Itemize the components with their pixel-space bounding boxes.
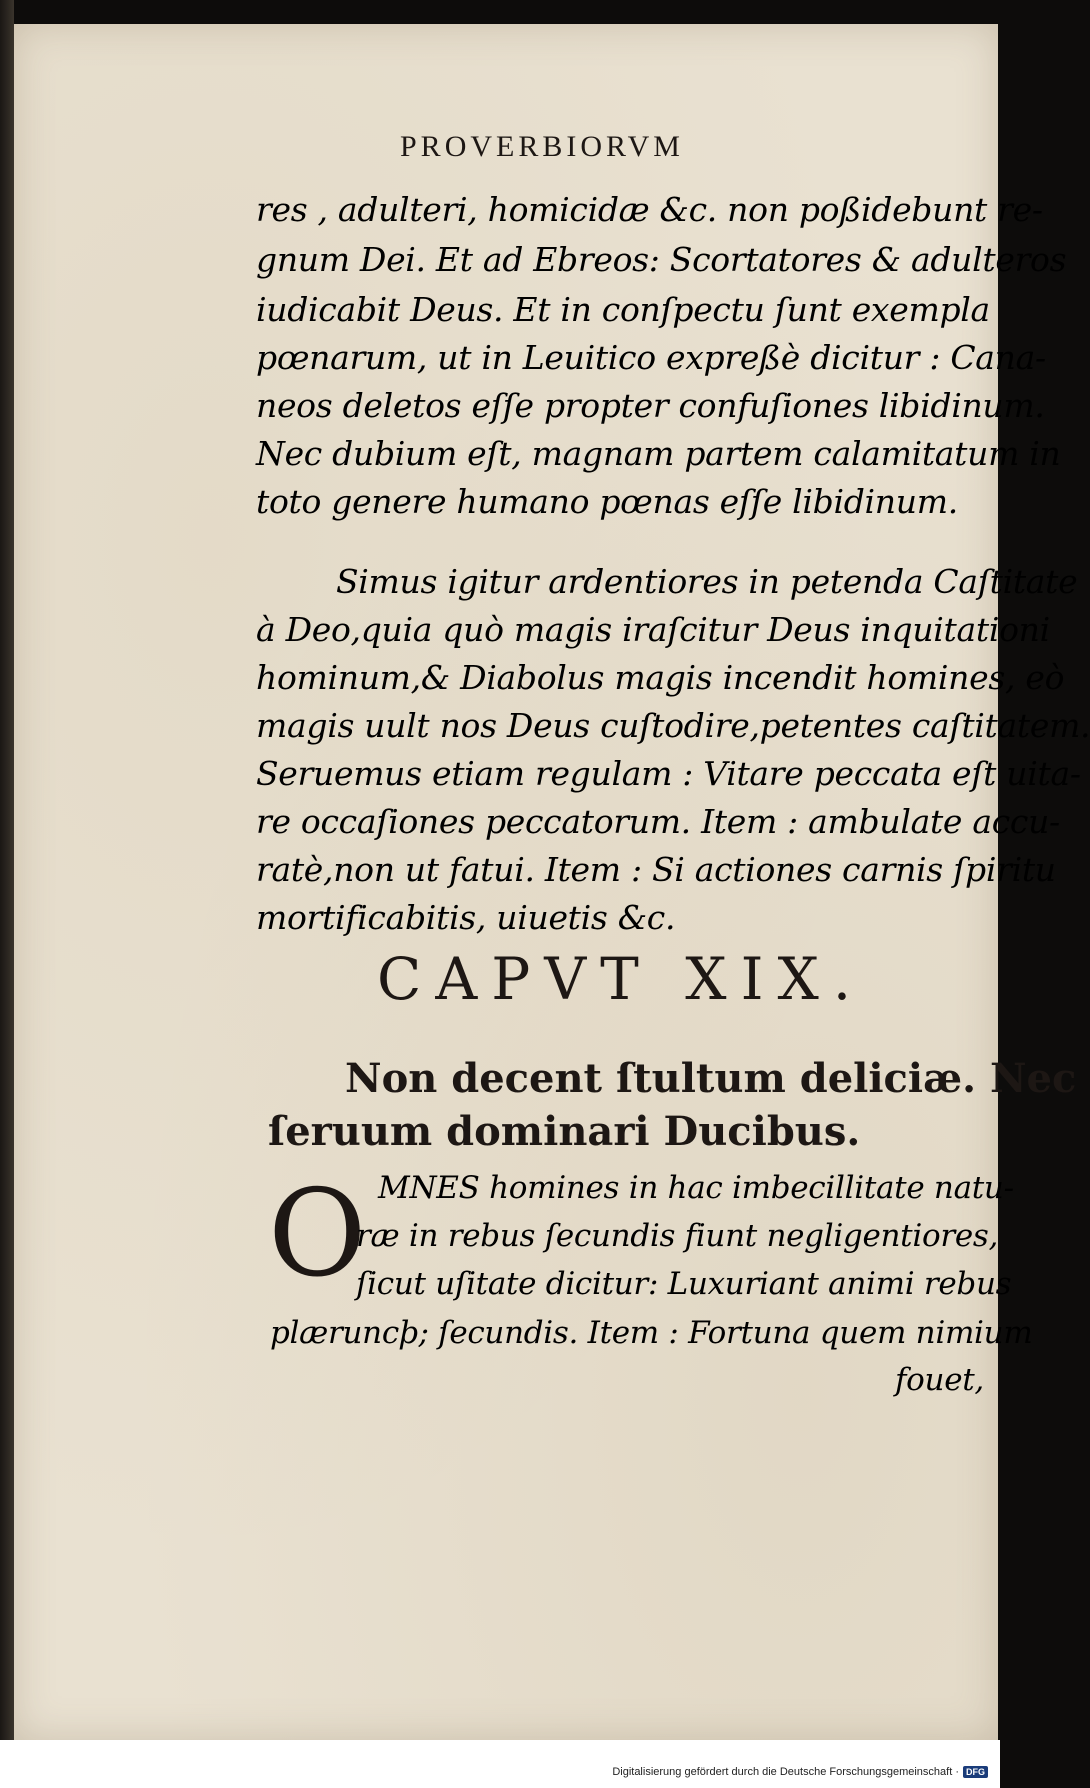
- dfg-logo-icon: DFG: [963, 1766, 988, 1778]
- text-line: ratè,non ut fatui. Item : Si actiones carnis ſpiritu: [256, 850, 1056, 889]
- text-line: iudicabit Deus. Et in conſpectu ſunt exempla: [256, 290, 990, 329]
- text-line: Nec dubium eſt, magnam partem calamitatum in: [256, 434, 1061, 473]
- text-line: plæruncþ; ſecundis. Item : Fortuna quem nimium: [270, 1315, 1033, 1351]
- text-line: toto genere humano pœnas eſſe libidinum.: [256, 482, 958, 521]
- text-line: ræ in rebus ſecundis fiunt negligentiores,: [356, 1218, 999, 1254]
- text-line: mortificabitis, uiuetis &c.: [256, 898, 676, 937]
- verse-line: Non decent ſtultum deliciæ. Nec: [345, 1055, 1077, 1102]
- text-line: neos deletos eſſe propter confuſiones libidinum.: [256, 386, 1045, 425]
- footer-strip: [0, 1740, 1000, 1788]
- text-line: Simus igitur ardentiores in petenda Caſtitate: [336, 562, 1078, 601]
- text-line: re occaſiones peccatorum. Item : ambulate accu-: [256, 802, 1060, 841]
- running-head: PROVERBIORVM: [400, 130, 684, 163]
- text-line: ſicut uſitate dicitur: Luxuriant animi rebus: [356, 1266, 1012, 1302]
- text-line: res , adulteri, homicidæ &c. non poßidebunt re-: [256, 190, 1043, 229]
- drop-cap: O: [268, 1165, 367, 1304]
- text-line: magis uult nos Deus cuſtodire,petentes caſtitatem.: [256, 706, 1090, 745]
- text-line: hominum,& Diabolus magis incendit homines, eò: [256, 658, 1065, 697]
- catchword: fouet,: [895, 1362, 984, 1398]
- text-line: Seruemus etiam regulam : Vitare peccata eſt uita-: [256, 754, 1081, 793]
- footer-credit: [612, 1766, 988, 1778]
- footer-credit-text: Digitalisierung gefördert durch die Deutsche Forschungsgemeinschaft ·: [612, 1766, 959, 1778]
- text-line: pœnarum, ut in Leuitico expreßè dicitur : Cana-: [256, 338, 1046, 377]
- text-line: à Deo,quia quò magis iraſcitur Deus inquitationi: [256, 610, 1050, 649]
- chapter-heading: CAPVT XIX.: [377, 945, 866, 1013]
- text-line: MNES homines in hac imbecillitate natu-: [378, 1170, 1014, 1206]
- verse-line: ſeruum dominari Ducibus.: [268, 1108, 861, 1155]
- text-line: gnum Dei. Et ad Ebreos: Scortatores & adulteros: [256, 240, 1067, 279]
- book-edge: [0, 0, 14, 1740]
